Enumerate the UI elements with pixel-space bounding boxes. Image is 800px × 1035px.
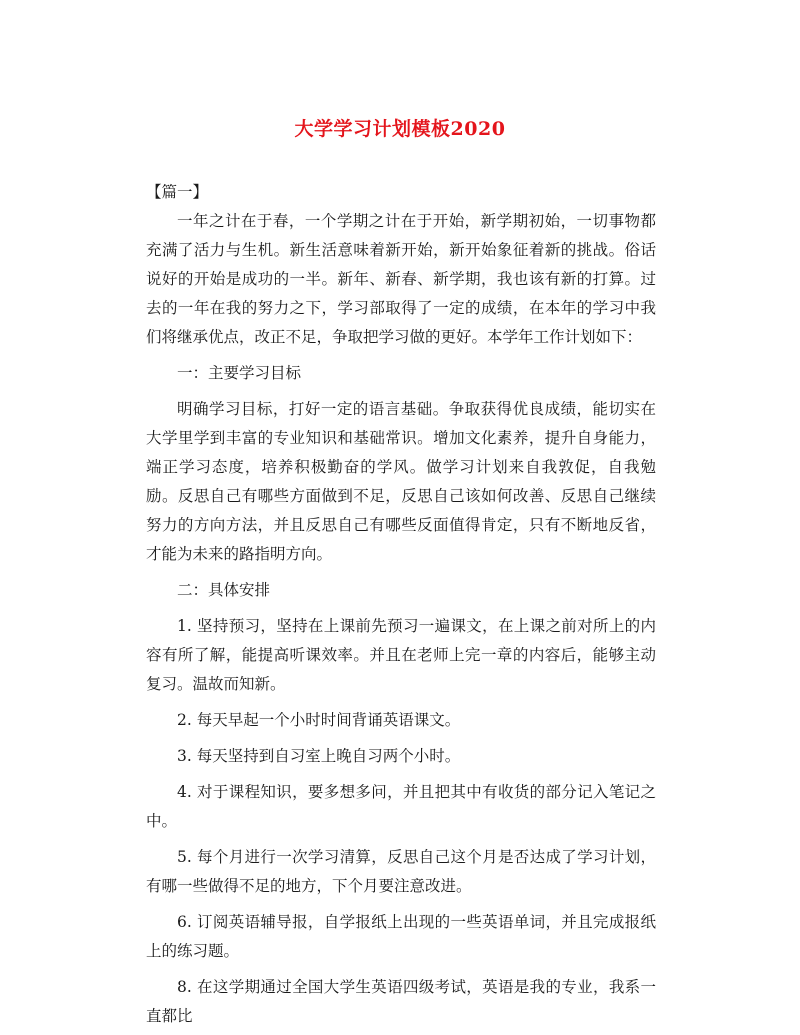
document-title: 大学学习计划模板2020 [294,118,506,140]
list-item: 4. 对于课程知识，要多想多问，并且把其中有收货的部分记入笔记之中。 [146,783,656,830]
list-item: 5. 每个月进行一次学习清算，反思自己这个月是否达成了学习计划，有哪一些做得不足的地方，下个月要注意改进。 [146,848,656,895]
document-body [146,178,656,1031]
list-item: 1. 坚持预习，坚持在上课前先预习一遍课文，在上课之前对所上的内容有所了解，能提高听课效率。并且在老师上完一章的内容后，能够主动复习。温故而知新。 [146,617,656,693]
list-item: 8. 在这学期通过全国大学生英语四级考试，英语是我的专业，我系一直都比 [146,978,656,1025]
list-item: 6. 订阅英语辅导报，自学报纸上出现的一些英语单词，并且完成报纸上的练习题。 [146,913,656,960]
heading-goals: 一：主要学习目标 [177,364,302,382]
goals-paragraph: 明确学习目标，打好一定的语言基础。争取获得优良成绩，能切实在大学里学到丰富的专业知识和基础常识。增加文化素养，提升自身能力，端正学习态度，培养积极勤奋的学风。做学习计划来自我敦促，自我勉励。反思自己有哪些方面做到不足，反思自己该如何改善、反思自己继续努力的方向方法，并且反思自己有哪些反面值得肯定，只有不断地反省，才能为未来的路指明方向。 [146,400,656,563]
heading-arrangement: 二：具体安排 [177,581,271,599]
list-item: 3. 每天坚持到自习室上晚自习两个小时。 [177,747,461,765]
list-item: 2. 每天早起一个小时时间背诵英语课文。 [177,711,461,729]
section-tag: 【篇一】 [146,183,209,201]
intro-paragraph: 一年之计在于春，一个学期之计在于开始，新学期初始，一切事物都充满了活力与生机。新生活意味着新开始，新开始象征着新的挑战。俗话说好的开始是成功的一半。新年、新春、新学期，我也该有新的打算。过去的一年在我的努力之下，学习部取得了一定的成绩，在本年的学习中我们将继承优点，改正不足，争取把学习做的更好。本学年工作计划如下： [146,212,656,346]
